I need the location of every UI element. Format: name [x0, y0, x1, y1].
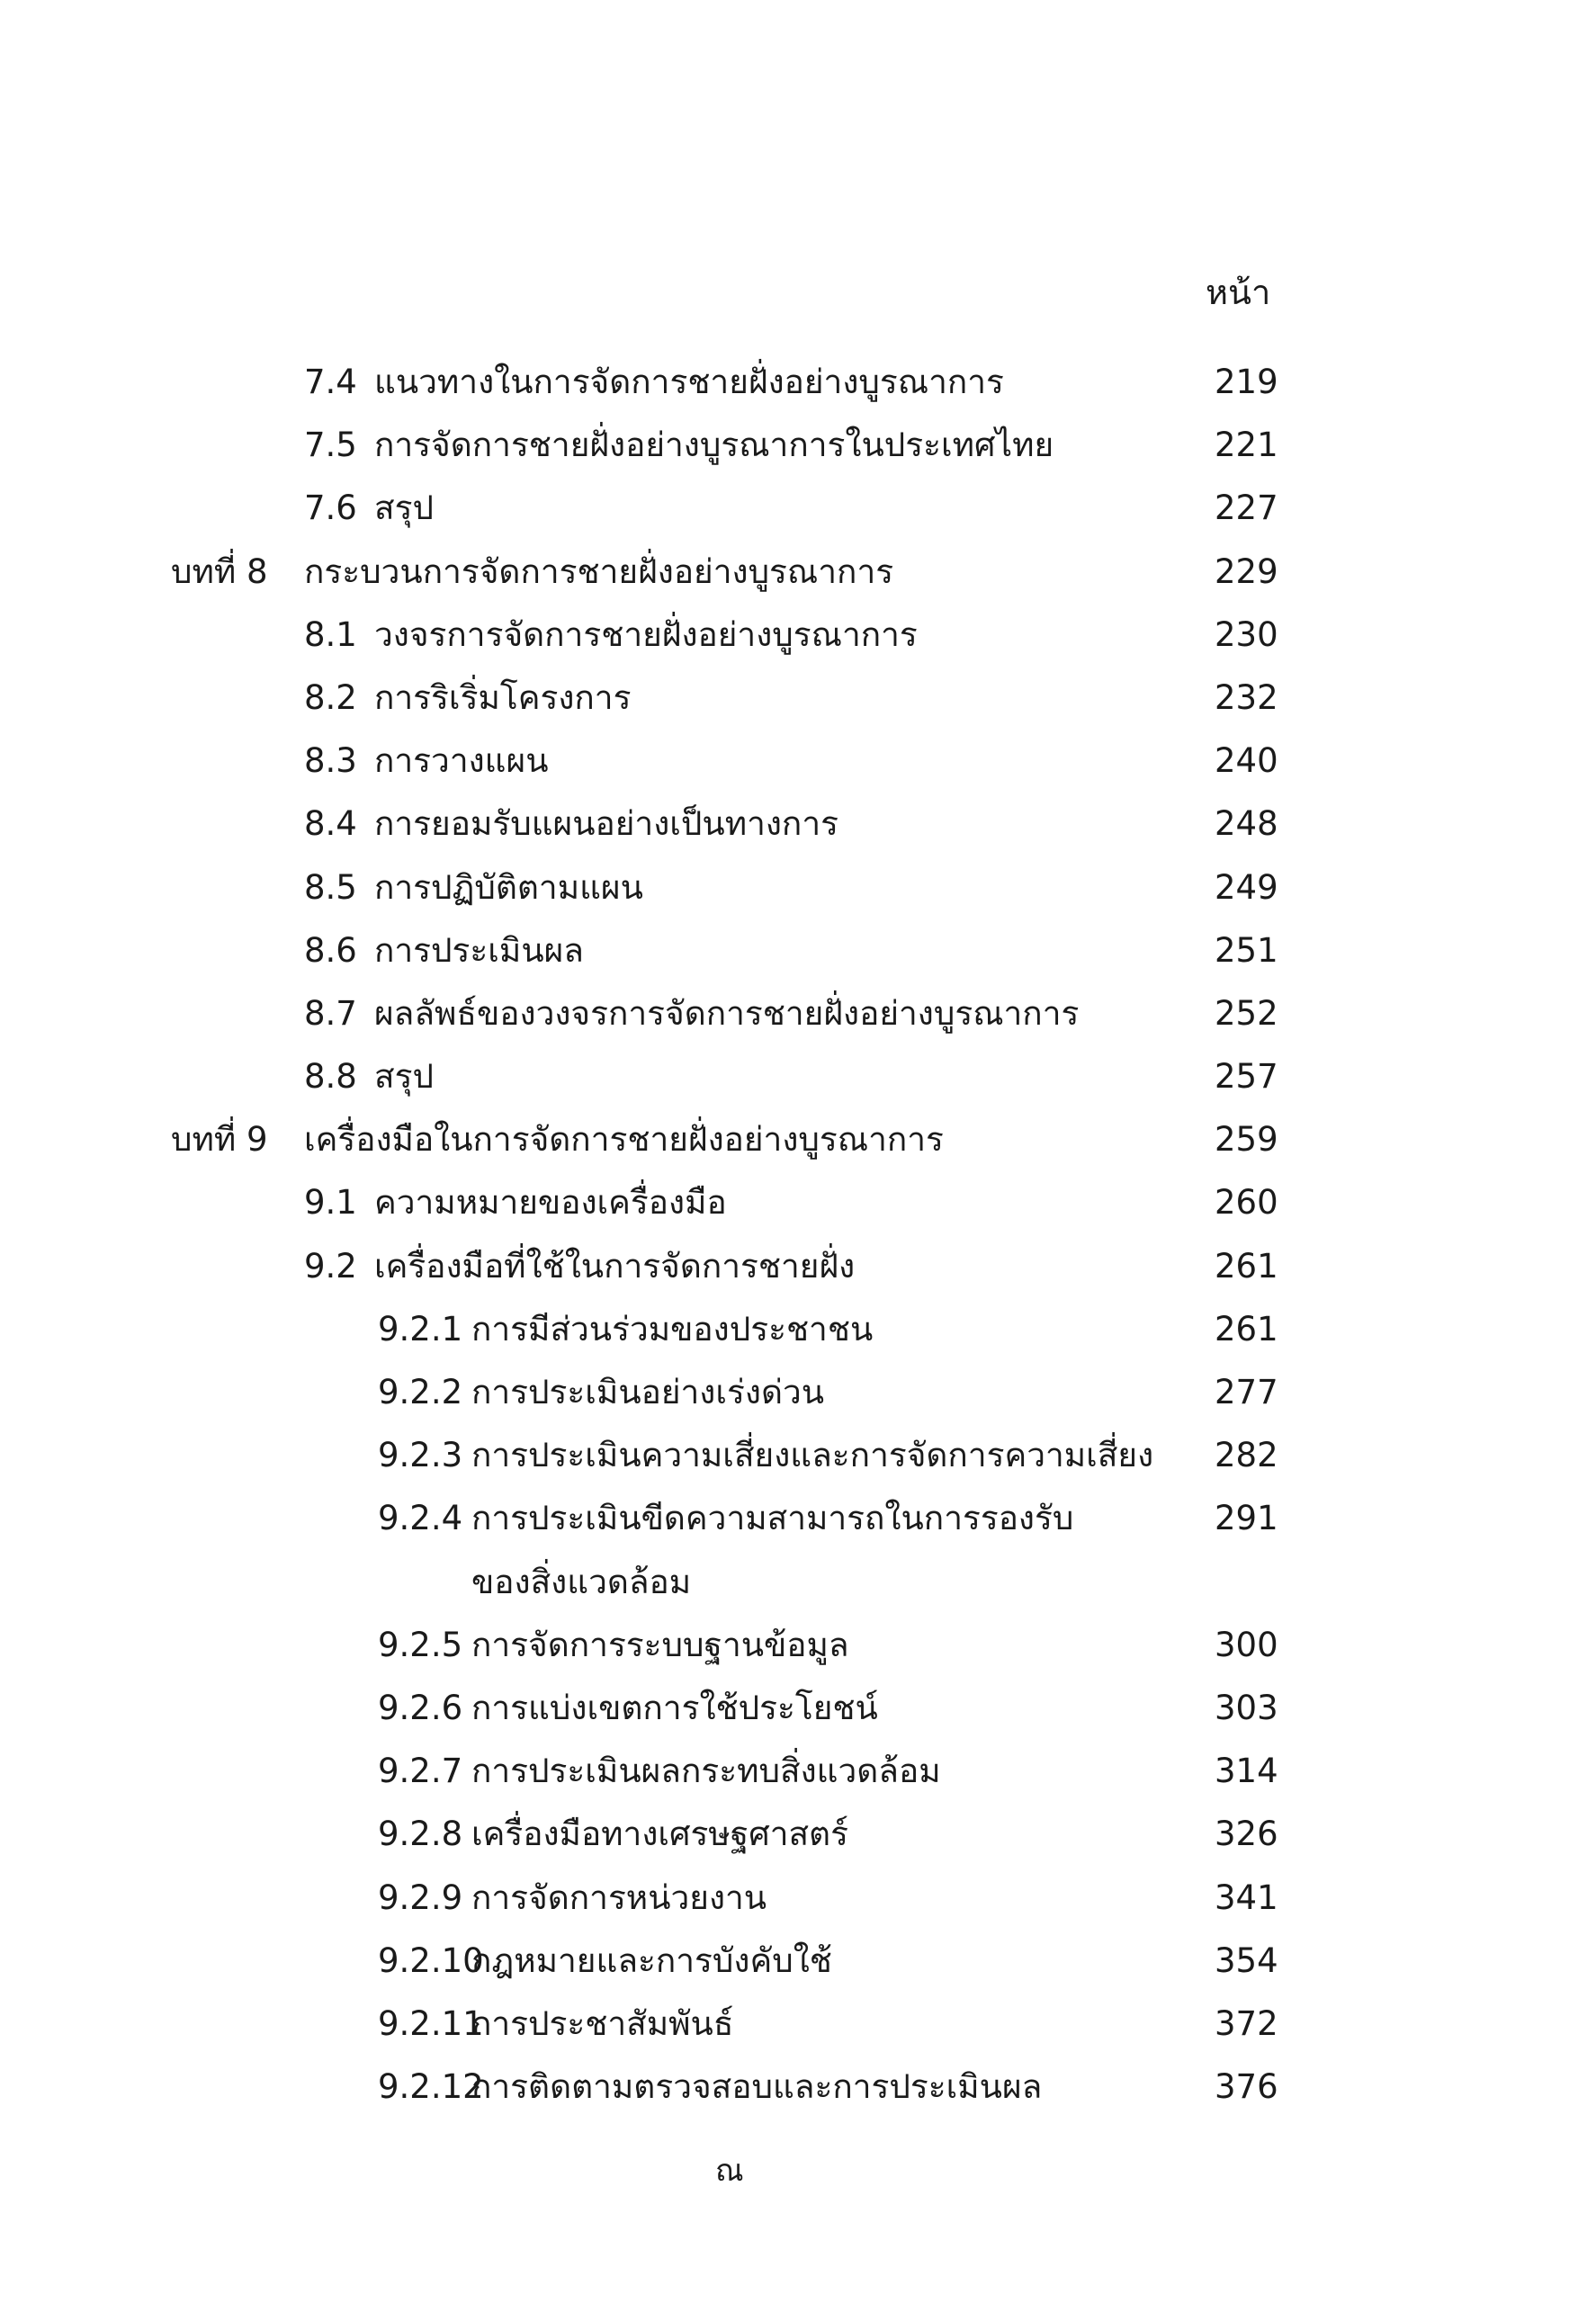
toc-row [0, 1487, 1596, 1550]
toc-row [0, 1614, 1596, 1677]
toc-page-number: 261 [1215, 1246, 1278, 1286]
toc-chapter-number: บทที่ 8 [171, 551, 268, 591]
toc-number: 8.1 [304, 614, 357, 654]
toc-number: 7.4 [304, 363, 357, 401]
toc-chapter-number: บทที่ 9 [171, 1120, 268, 1160]
toc-page-number: 372 [1215, 2003, 1278, 2043]
toc-page-number: 257 [1215, 1057, 1278, 1097]
toc-title: การประเมินขีดความสามารถในการรองรับ [471, 1499, 1074, 1538]
page-column-header: หน้า [1206, 273, 1271, 312]
toc-title: การประเมินความเสี่ยงและการจัดการความเสี่ยง [471, 1436, 1154, 1475]
toc-chapter-title: เครื่องมือในการจัดการชายฝั่งอย่างบูรณาการ [304, 1120, 944, 1160]
toc-number: 8.4 [304, 804, 357, 844]
toc-title: เครื่องมือที่ใช้ในการจัดการชายฝั่ง [374, 1246, 856, 1286]
toc-page-number: 354 [1215, 1940, 1278, 1980]
toc-row [0, 1424, 1596, 1487]
toc-number: 8.6 [304, 930, 357, 970]
toc-title: การจัดการหน่วยงาน [471, 1877, 767, 1917]
toc-page-number: 219 [1215, 363, 1278, 401]
toc-row [0, 2056, 1596, 2119]
toc-number: 7.5 [304, 426, 357, 465]
toc-number: 8.2 [304, 677, 357, 717]
toc-row [0, 793, 1596, 856]
toc-row [0, 351, 1596, 414]
toc-row [0, 1235, 1596, 1298]
toc-row [0, 1930, 1596, 1993]
toc-page-number: 314 [1215, 1752, 1278, 1791]
toc-page-number: 326 [1215, 1815, 1278, 1854]
toc-title: การประเมินอย่างเร่งด่วน [471, 1373, 825, 1411]
toc-row [0, 1867, 1596, 1930]
toc-number: 9.2.8 [378, 1815, 463, 1854]
toc-title: การประเมินผล [374, 930, 584, 970]
toc-number: 9.2.12 [378, 2067, 484, 2107]
toc-title: แนวทางในการจัดการชายฝั่งอย่างบูรณาการ [374, 363, 1004, 401]
toc-title: การประเมินผลกระทบสิ่งแวดล้อม [471, 1752, 941, 1791]
toc-number: 9.2.11 [378, 2003, 484, 2043]
toc-row [0, 919, 1596, 982]
toc-row [0, 1298, 1596, 1361]
toc-title-continuation: ของสิ่งแวดล้อม [471, 1562, 692, 1601]
toc-page-number: 376 [1215, 2067, 1278, 2107]
toc-page-number: 261 [1215, 1309, 1278, 1349]
toc-page-number: 251 [1215, 930, 1278, 970]
page-marker: ณ [715, 2153, 744, 2189]
toc-row [0, 477, 1596, 540]
toc-row [0, 1045, 1596, 1108]
toc-page-number: 229 [1215, 551, 1278, 591]
toc-page-number: 282 [1215, 1436, 1278, 1475]
toc-page-number: 341 [1215, 1877, 1278, 1917]
toc-row [0, 604, 1596, 667]
toc-title: การปฏิบัติตามแผน [374, 867, 643, 907]
toc-page-number: 303 [1215, 1688, 1278, 1727]
toc-page-number: 249 [1215, 867, 1278, 907]
toc-row [0, 1740, 1596, 1803]
toc-number: 9.2.3 [378, 1436, 463, 1475]
toc-page-number: 300 [1215, 1625, 1278, 1664]
toc-title: การแบ่งเขตการใช้ประโยชน์ [471, 1688, 878, 1727]
toc-page-number: 248 [1215, 804, 1278, 844]
toc-row [0, 1361, 1596, 1424]
toc-number: 9.2.4 [378, 1499, 463, 1538]
toc-title: การจัดการระบบฐานข้อมูล [471, 1625, 849, 1664]
toc-title: การริเริ่มโครงการ [374, 677, 632, 717]
toc-page-number: 227 [1215, 488, 1278, 528]
toc-number: 8.3 [304, 741, 357, 781]
toc-number: 9.1 [304, 1183, 357, 1223]
toc-row [0, 414, 1596, 477]
toc-title: การมีส่วนร่วมของประชาชน [471, 1309, 874, 1349]
toc-chapter-title: กระบวนการจัดการชายฝั่งอย่างบูรณาการ [304, 551, 894, 591]
toc-page-number: 232 [1215, 677, 1278, 717]
toc-row [0, 730, 1596, 793]
toc-row [0, 1171, 1596, 1234]
toc-page-number: 260 [1215, 1183, 1278, 1223]
toc-title: สรุป [374, 488, 434, 528]
table-of-contents [0, 351, 1596, 2119]
toc-row [0, 1993, 1596, 2056]
toc-title: การวางแผน [374, 741, 549, 781]
toc-number: 9.2.2 [378, 1373, 463, 1411]
toc-title: การจัดการชายฝั่งอย่างบูรณาการในประเทศไทย [374, 426, 1054, 465]
toc-row [0, 1677, 1596, 1740]
toc-title: การยอมรับแผนอย่างเป็นทางการ [374, 804, 838, 844]
toc-row [0, 1803, 1596, 1866]
toc-title: การติดตามตรวจสอบและการประเมินผล [471, 2067, 1043, 2107]
toc-number: 9.2.9 [378, 1877, 463, 1917]
toc-number: 9.2 [304, 1246, 357, 1286]
toc-number: 8.8 [304, 1057, 357, 1097]
toc-title: ผลลัพธ์ของวงจรการจัดการชายฝั่งอย่างบูรณาการ [374, 993, 1080, 1033]
toc-page-number: 230 [1215, 614, 1278, 654]
toc-page-number: 240 [1215, 741, 1278, 781]
toc-chapter-row [0, 541, 1596, 604]
toc-number: 8.7 [304, 993, 357, 1033]
toc-number: 7.6 [304, 488, 357, 528]
toc-row [0, 667, 1596, 730]
toc-row [0, 856, 1596, 919]
toc-number: 9.2.10 [378, 1940, 484, 1980]
toc-page-number: 252 [1215, 993, 1278, 1033]
toc-number: 9.2.1 [378, 1309, 463, 1349]
toc-page-number: 277 [1215, 1373, 1278, 1411]
toc-title: วงจรการจัดการชายฝั่งอย่างบูรณาการ [374, 614, 918, 654]
toc-page-number: 221 [1215, 426, 1278, 465]
toc-row [0, 982, 1596, 1045]
toc-title: เครื่องมือทางเศรษฐศาสตร์ [471, 1815, 848, 1854]
toc-number: 9.2.7 [378, 1752, 463, 1791]
toc-number: 8.5 [304, 867, 357, 907]
toc-title: สรุป [374, 1057, 434, 1097]
toc-row-continuation [0, 1551, 1596, 1614]
toc-title: กฎหมายและการบังคับใช้ [471, 1940, 832, 1980]
toc-chapter-row [0, 1108, 1596, 1171]
toc-page-number: 291 [1215, 1499, 1278, 1538]
toc-number: 9.2.5 [378, 1625, 463, 1664]
toc-title: การประชาสัมพันธ์ [471, 2003, 734, 2043]
toc-title: ความหมายของเครื่องมือ [374, 1183, 727, 1223]
toc-number: 9.2.6 [378, 1688, 463, 1727]
toc-page-number: 259 [1215, 1120, 1278, 1160]
